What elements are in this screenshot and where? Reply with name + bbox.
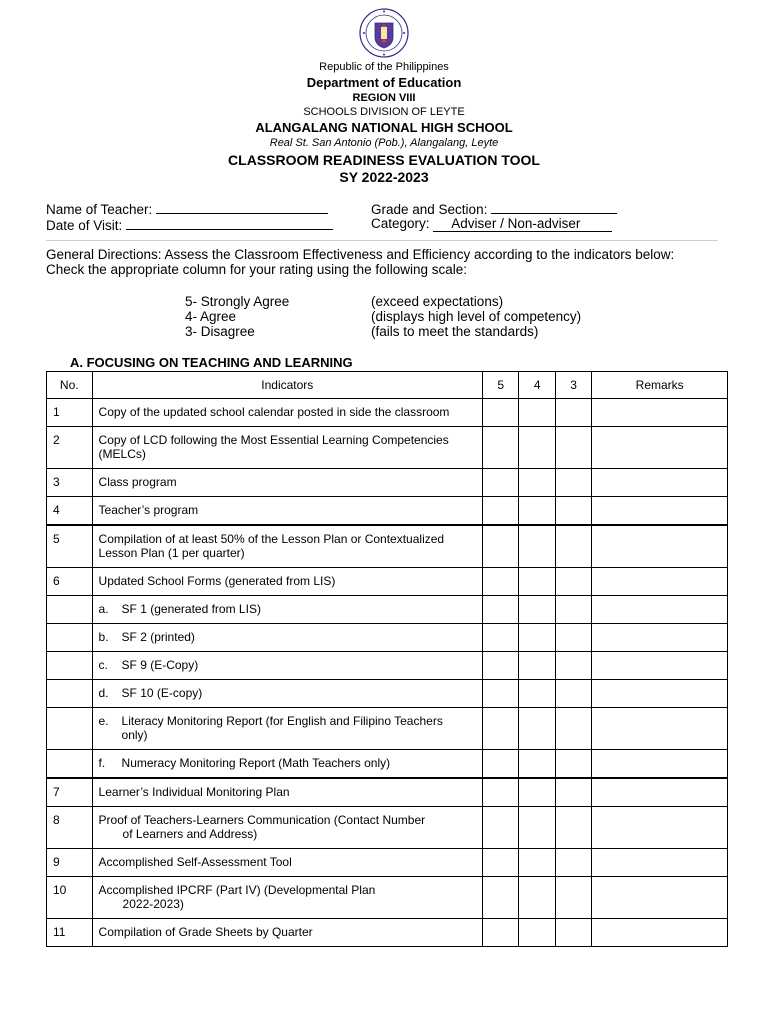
remarks-cell[interactable] (592, 849, 728, 877)
rating-4-cell[interactable] (519, 807, 555, 849)
table-row (47, 750, 728, 779)
rating-3-cell[interactable] (555, 708, 591, 750)
category-label: Category: (371, 216, 430, 231)
rating-3-cell[interactable] (555, 596, 591, 624)
rating-4-cell[interactable] (519, 427, 555, 469)
sub-item-letter: a. (98, 602, 109, 616)
region-line: REGION VIII (352, 92, 416, 104)
rating-3-cell[interactable] (555, 750, 591, 779)
division-line: SCHOOLS DIVISION OF LEYTE (303, 106, 465, 118)
school-year: SY 2022-2023 (339, 169, 429, 185)
row-indicator (92, 624, 482, 652)
rating-4-cell[interactable] (519, 919, 555, 947)
remarks-cell[interactable] (592, 807, 728, 849)
remarks-cell[interactable] (592, 877, 728, 919)
grade-blank[interactable] (491, 200, 617, 214)
rating-4-cell[interactable] (519, 469, 555, 497)
sub-item-letter: d. (98, 686, 109, 700)
row-number (47, 750, 93, 779)
row-indicator (92, 652, 482, 680)
table-row (47, 497, 728, 526)
rating-5-cell[interactable] (483, 399, 519, 427)
row-indicator (92, 807, 482, 849)
remarks-cell[interactable] (592, 708, 728, 750)
teacher-label: Name of Teacher: (46, 202, 153, 217)
visit-field (46, 216, 333, 233)
rating-5-cell[interactable] (483, 427, 519, 469)
rating-3-cell[interactable] (555, 877, 591, 919)
remarks-cell[interactable] (592, 497, 728, 526)
row-number (47, 652, 93, 680)
row-number: 1 (47, 399, 93, 427)
school-address: Real St. San Antonio (Pob.), Alangalang, Leyte (269, 137, 499, 149)
row-number: 5 (47, 525, 93, 568)
rating-4-cell[interactable] (519, 624, 555, 652)
category-field (371, 216, 612, 232)
remarks-cell[interactable] (592, 427, 728, 469)
table-row (47, 596, 728, 624)
row-indicator (92, 750, 482, 779)
row-indicator: Teacher’s program (92, 497, 482, 526)
sub-item-text: Literacy Monitoring Report (for English and Filipino Teachers only) (121, 714, 443, 742)
remarks-cell[interactable] (592, 399, 728, 427)
school-name: ALANGALANG NATIONAL HIGH SCHOOL (255, 120, 513, 135)
separator (46, 240, 718, 241)
row-number: 6 (47, 568, 93, 596)
sub-item-letter: b. (98, 630, 109, 644)
remarks-cell[interactable] (592, 525, 728, 568)
rating-3-cell[interactable] (555, 849, 591, 877)
row-number: 2 (47, 427, 93, 469)
scale-desc: (exceed expectations) (371, 294, 504, 309)
remarks-cell[interactable] (592, 568, 728, 596)
table-row (47, 427, 728, 469)
indicator-line-1: Accomplished IPCRF (Part IV) (Developmental Plan (98, 883, 376, 897)
rating-4-cell[interactable] (519, 497, 555, 526)
indicators-table (46, 371, 728, 947)
rating-4-cell[interactable] (519, 680, 555, 708)
row-indicator: Class program (92, 469, 482, 497)
table-row (47, 568, 728, 596)
remarks-cell[interactable] (592, 624, 728, 652)
rating-5-cell[interactable] (483, 596, 519, 624)
rating-3-cell[interactable] (555, 568, 591, 596)
row-number (47, 596, 93, 624)
directions-line-2: Check the appropriate column for your rating using the following scale: (46, 262, 467, 277)
row-indicator: Learner’s Individual Monitoring Plan (92, 778, 482, 807)
row-indicator: Accomplished Self-Assessment Tool (92, 849, 482, 877)
sub-item-letter: f. (98, 756, 106, 770)
table-row (47, 807, 728, 849)
rating-5-cell[interactable] (483, 919, 519, 947)
row-number (47, 680, 93, 708)
sub-item-text: SF 1 (generated from LIS) (121, 602, 261, 616)
rating-4-cell[interactable] (519, 652, 555, 680)
remarks-cell[interactable] (592, 680, 728, 708)
rating-5-cell[interactable] (483, 778, 519, 807)
rating-3-cell[interactable] (555, 624, 591, 652)
row-indicator (92, 596, 482, 624)
department-name: Department of Education (306, 75, 462, 90)
table-row (47, 919, 728, 947)
rating-4-cell[interactable] (519, 778, 555, 807)
row-indicator (92, 877, 482, 919)
row-number: 10 (47, 877, 93, 919)
rating-3-cell[interactable] (555, 652, 591, 680)
rating-5-cell[interactable] (483, 750, 519, 779)
rating-5-cell[interactable] (483, 652, 519, 680)
col-5-header: 5 (483, 372, 519, 399)
teacher-field (46, 200, 328, 217)
rating-3-cell[interactable] (555, 399, 591, 427)
row-number: 8 (47, 807, 93, 849)
col-indicators-header: Indicators (92, 372, 482, 399)
rating-4-cell[interactable] (519, 750, 555, 779)
rating-5-cell[interactable] (483, 525, 519, 568)
indicator-line-2: of Learners and Address) (122, 827, 258, 841)
remarks-cell[interactable] (592, 778, 728, 807)
rating-4-cell[interactable] (519, 877, 555, 919)
rating-4-cell[interactable] (519, 525, 555, 568)
rating-3-cell[interactable] (555, 919, 591, 947)
remarks-cell[interactable] (592, 750, 728, 779)
rating-4-cell[interactable] (519, 849, 555, 877)
row-indicator (92, 708, 482, 750)
col-remarks-header: Remarks (592, 372, 728, 399)
remarks-cell[interactable] (592, 596, 728, 624)
sub-item-text: SF 9 (E-Copy) (121, 658, 199, 672)
sub-item-text: SF 10 (E-copy) (121, 686, 203, 700)
rating-5-cell[interactable] (483, 849, 519, 877)
table-row (47, 525, 728, 568)
rating-5-cell[interactable] (483, 469, 519, 497)
indicator-line-2: 2022-2023) (122, 897, 184, 911)
table-row (47, 652, 728, 680)
row-indicator: Updated School Forms (generated from LIS) (92, 568, 482, 596)
rating-4-cell[interactable] (519, 568, 555, 596)
table-row (47, 778, 728, 807)
row-indicator (92, 680, 482, 708)
remarks-cell[interactable] (592, 469, 728, 497)
col-no-header: No. (47, 372, 93, 399)
rating-5-cell[interactable] (483, 497, 519, 526)
category-value[interactable]: Adviser / Non-adviser (433, 217, 612, 232)
table-row (47, 469, 728, 497)
sub-item-text: Numeracy Monitoring Report (Math Teachers only) (121, 756, 391, 770)
row-number: 11 (47, 919, 93, 947)
row-indicator: Compilation of Grade Sheets by Quarter (92, 919, 482, 947)
row-number: 4 (47, 497, 93, 526)
table-row (47, 399, 728, 427)
rating-5-cell[interactable] (483, 807, 519, 849)
table-row (47, 708, 728, 750)
rating-3-cell[interactable] (555, 807, 591, 849)
document-title: CLASSROOM READINESS EVALUATION TOOL (228, 152, 540, 168)
table-row (47, 680, 728, 708)
remarks-cell[interactable] (592, 652, 728, 680)
rating-5-cell[interactable] (483, 708, 519, 750)
table-row (47, 849, 728, 877)
scale-desc: (displays high level of competency) (371, 309, 582, 324)
remarks-cell[interactable] (592, 919, 728, 947)
scale-label: 5- Strongly Agree (185, 294, 290, 309)
rating-5-cell[interactable] (483, 568, 519, 596)
grade-field (371, 200, 617, 217)
rating-3-cell[interactable] (555, 778, 591, 807)
rating-5-cell[interactable] (483, 877, 519, 919)
sub-item-letter: e. (98, 714, 109, 728)
sub-item-text: SF 2 (printed) (121, 630, 195, 644)
row-indicator: Compilation of at least 50% of the Lesson Plan or Contextualized Lesson Plan (1 per quarter) (92, 525, 482, 568)
teacher-blank[interactable] (156, 200, 328, 214)
visit-label: Date of Visit: (46, 218, 123, 233)
visit-blank[interactable] (126, 216, 333, 230)
section-a-heading: A. FOCUSING ON TEACHING AND LEARNING (70, 355, 353, 370)
rating-3-cell[interactable] (555, 525, 591, 568)
table-row (47, 877, 728, 919)
scale-desc: (fails to meet the standards) (371, 324, 539, 339)
republic-line: Republic of the Philippines (319, 61, 449, 73)
col-4-header: 4 (519, 372, 555, 399)
row-number (47, 624, 93, 652)
rating-4-cell[interactable] (519, 596, 555, 624)
row-number: 3 (47, 469, 93, 497)
rating-4-cell[interactable] (519, 708, 555, 750)
seal-icon (359, 8, 409, 58)
indicator-line-1: Proof of Teachers-Learners Communication (Contact Number (98, 813, 426, 827)
scale-label: 4- Agree (185, 309, 237, 324)
col-3-header: 3 (555, 372, 591, 399)
rating-5-cell[interactable] (483, 680, 519, 708)
table-row (47, 624, 728, 652)
row-indicator: Copy of LCD following the Most Essential Learning Competencies (MELCs) (92, 427, 482, 469)
row-indicator: Copy of the updated school calendar posted in side the classroom (92, 399, 482, 427)
row-number: 7 (47, 778, 93, 807)
rating-3-cell[interactable] (555, 497, 591, 526)
directions-line-1: General Directions: Assess the Classroom Effectiveness and Efficiency according to the indicators below: (46, 247, 675, 262)
rating-3-cell[interactable] (555, 680, 591, 708)
grade-label: Grade and Section: (371, 202, 488, 217)
row-number (47, 708, 93, 750)
rating-4-cell[interactable] (519, 399, 555, 427)
rating-5-cell[interactable] (483, 624, 519, 652)
table-header-row (47, 372, 728, 399)
rating-3-cell[interactable] (555, 469, 591, 497)
scale-label: 3- Disagree (185, 324, 255, 339)
sub-item-letter: c. (98, 658, 108, 672)
row-number: 9 (47, 849, 93, 877)
rating-3-cell[interactable] (555, 427, 591, 469)
